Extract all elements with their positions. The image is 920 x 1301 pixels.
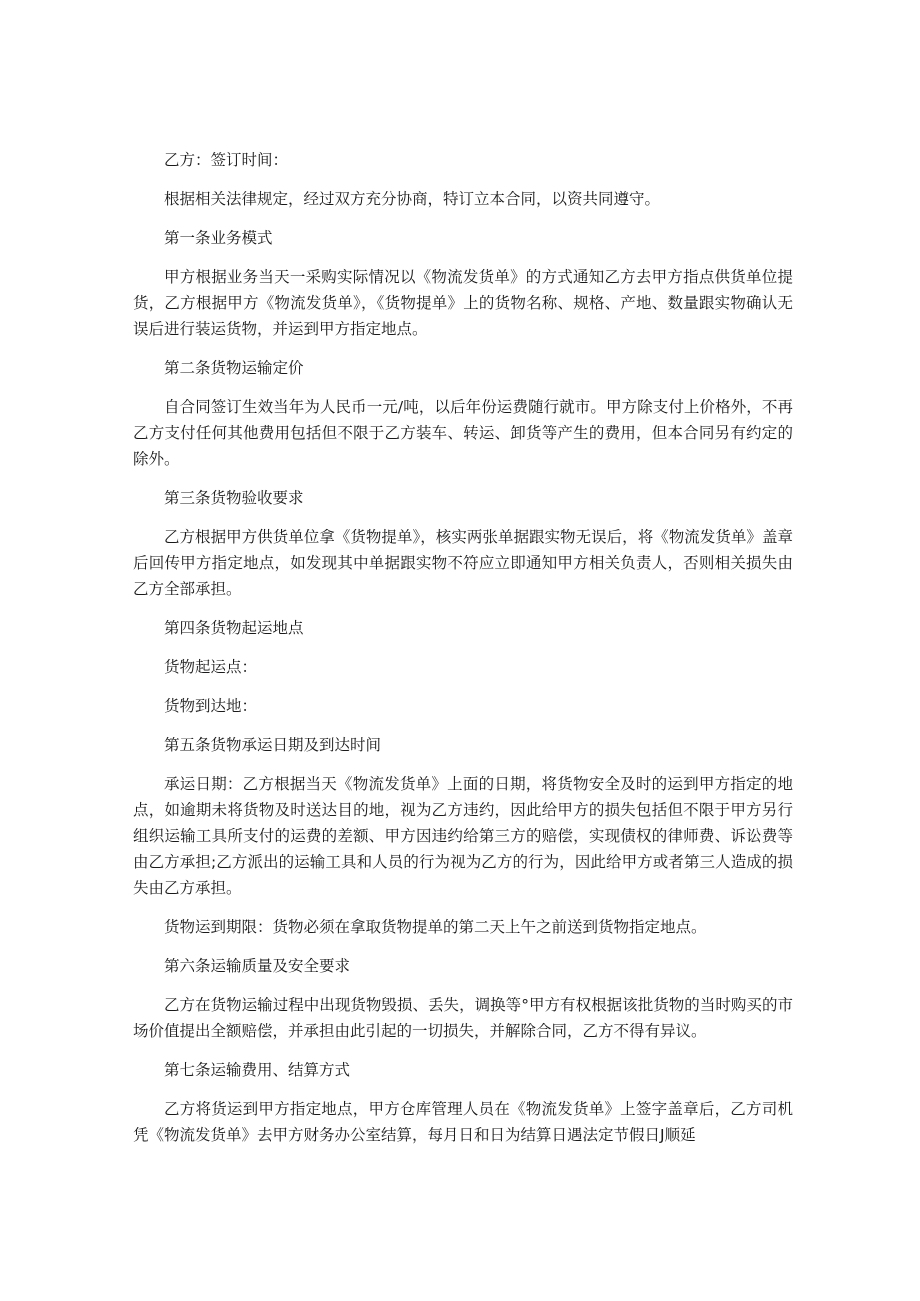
article-5-heading: 第五条货物承运日期及到达时间 [164,736,382,754]
article-2-body: 自合同签订生效当年为人民币一元/吨，以后年份运费随行就市。甲方除支付上价格外，不再乙方支付任何其他费用包括但不限于乙方装车、转运、卸货等产生的费用，但本合同另有约定的除外。 [133,398,793,468]
destination-line: 货物到达地： [164,697,258,715]
article-1-heading: 第一条业务模式 [164,229,273,247]
article-3-heading: 第三条货物验收要求 [164,489,304,507]
article-7-heading: 第七条运输费用、结算方式 [164,1061,351,1079]
article-7-body: 乙方将货运到甲方指定地点，甲方仓库管理人员在《物流发货单》上签字盖章后，乙方司机凭《物流发货单》去甲方财务办公室结算，每月日和日为结算日遇法定节假日J顺延 [133,1100,793,1144]
article-4-heading: 第四条货物起运地点 [164,619,304,637]
delivery-deadline-paragraph: 货物运到期限：货物必须在拿取货物提单的第二天上午之前送到货物指定地点。 [164,918,707,936]
origin-point-line: 货物起运点： [164,658,258,676]
article-6-body: 乙方在货物运输过程中出现货物毁损、丢失，调换等°甲方有权根据该批货物的当时购买的市场价值提出全额赔偿，并承担由此引起的一切损失，并解除合同，乙方不得有异议。 [133,996,793,1040]
article-3-body: 乙方根据甲方供货单位拿《货物提单》，核实两张单据跟实物无误后，将《物流发货单》盖章后回传甲方指定地点，如发现其中单据跟实物不符应立即通知甲方相关负责人，否则相关损失由乙方全部承担。 [133,528,793,598]
party-b-signing-time: 乙方：签订时间： [164,151,289,169]
preamble-paragraph: 根据相关法律规定，经过双方充分协商，特订立本合同，以资共同遵守。 [164,190,661,208]
article-6-heading: 第六条运输质量及安全要求 [164,957,351,975]
article-2-heading: 第二条货物运输定价 [164,359,304,377]
article-5-body: 承运日期：乙方根据当天《物流发货单》上面的日期，将货物安全及时的运到甲方指定的地点，如逾期未将货物及时送达目的地，视为乙方违约，因此给甲方的损失包括但不限于甲方另行组织运输工具所支付的运费的差额、甲方因违约给第三方的赔偿，实现债权的律师费、诉讼费等由乙方承担;乙方派出的运输工具和人员的行为视为乙方的行为，因此给甲方或者第三人造成的损失由乙方承担。 [133,775,793,897]
document-body [133,147,793,1148]
article-1-body: 甲方根据业务当天一采购实际情况以《物流发货单》的方式通知乙方去甲方指点供货单位提货，乙方根据甲方《物流发货单》，《货物提单》上的货物名称、规格、产地、数量跟实物确认无误后进行装运货物，并运到甲方指定地点。 [133,268,793,338]
